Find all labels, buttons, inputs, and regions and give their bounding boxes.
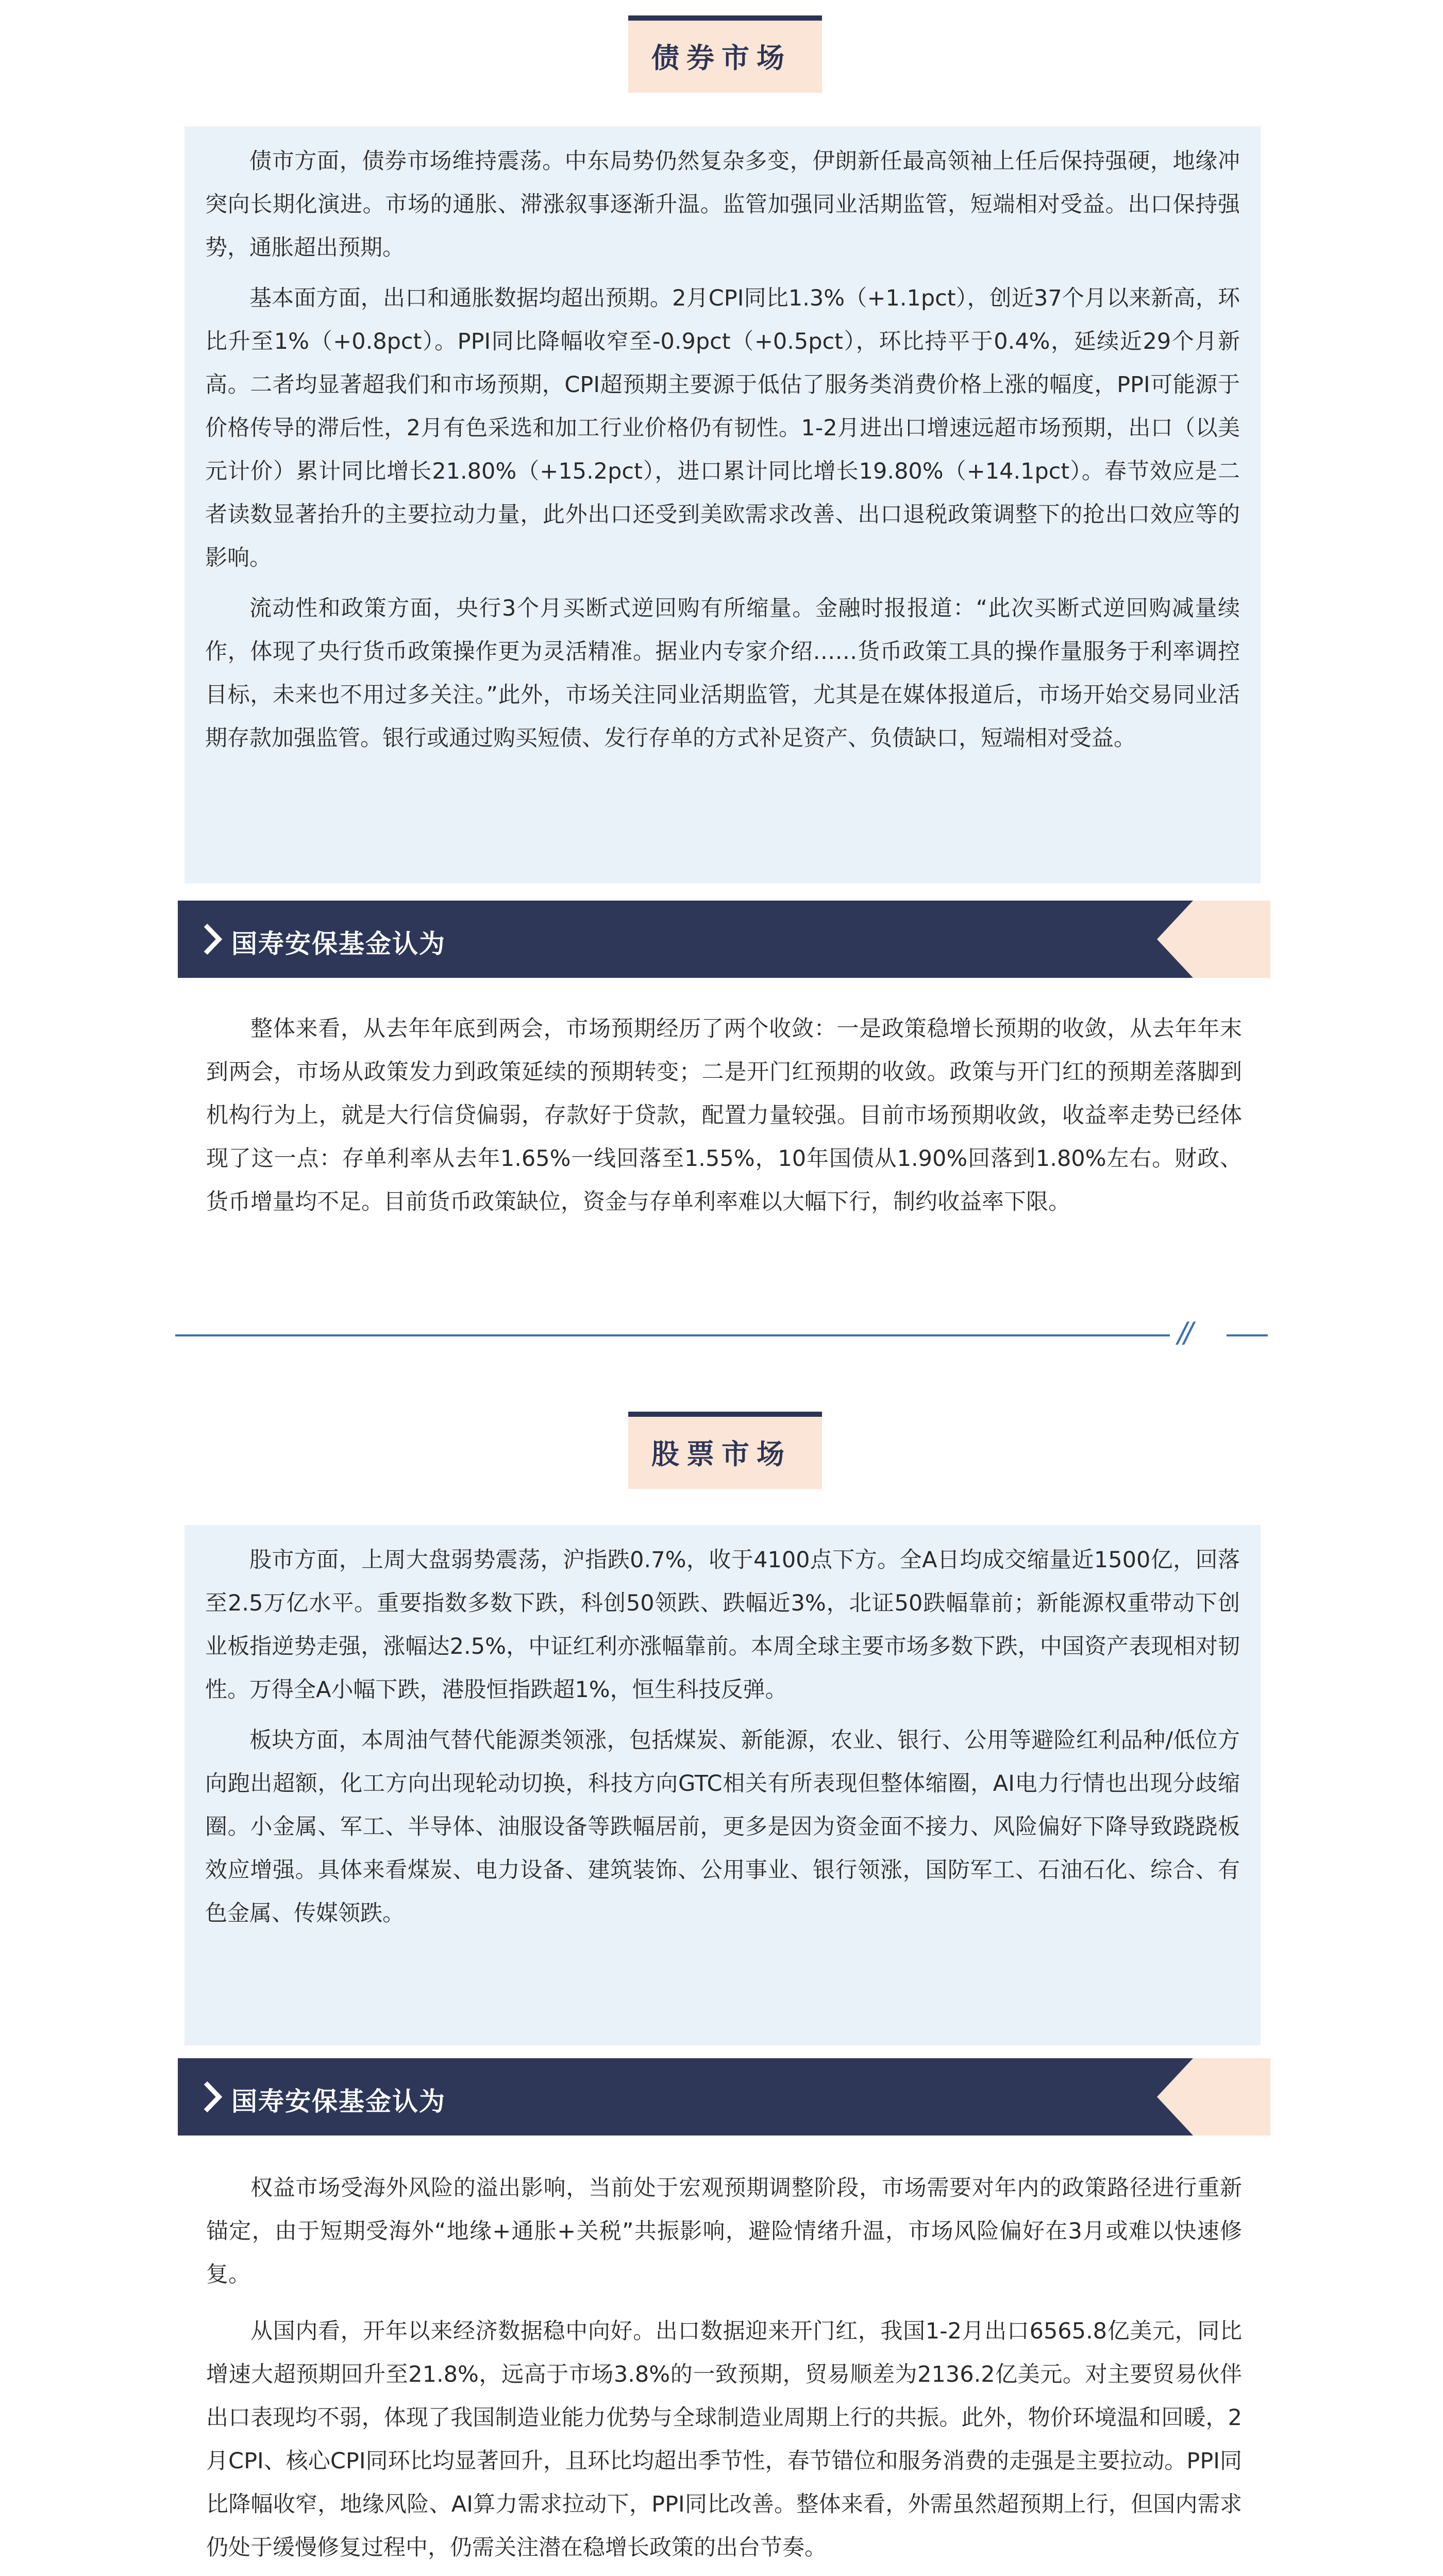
bond-section-title: 债券市场 bbox=[651, 42, 792, 74]
bond-view-title: 国寿安保基金认为 bbox=[231, 929, 446, 959]
bond-paragraph-3: 流动性和政策方面，央行3个月买断式逆回购有所缩量。金融时报报道：“此次买断式逆回购减量续作，体现了央行货币政策操作更为灵活精准。据业内专家介绍……货币政策工具的操作量服务于利率调控目标，未来也不用过多关注。”此外，市场关注同业活期监管，尤其是在媒体报道后，市场开始交易同业活期存款加强监管。银行或通过购买短债、发行存单的方式补足资产、负债缺口，短端相对受益。 bbox=[205, 596, 1240, 751]
header-bar-decoration bbox=[1152, 901, 1270, 978]
stock-view-title: 国寿安保基金认为 bbox=[231, 2087, 446, 2116]
bond-paragraph-2: 基本面方面，出口和通胀数据均超出预期。2月CPI同比1.3%（+1.1pct），创近37个月以来新高，环比升至1%（+0.8pct）。PPI同比降幅收窄至-0.9pct（+0.5pct），环比持平于0.4%，延续近29个月新高。二者均显著超我们和市场预期，CPI超预期主要源于低估了服务类消费价格上涨的幅度，PPI可能源于价格传导的滞后性，2月有色采选和加工行业价格仍有韧性。1-2月进出口增速远超市场预期，出口（以美元计价）累计同比增长21.80%（+15.2pct），进口累计同比增长19.80%（+14.1pct）。春节效应是二者读数显著抬升的主要拉动力量，此外出口还受到美欧需求改善、出口退税政策调整下的抢出口效应等的影响。 bbox=[205, 285, 1240, 571]
stock-view-body bbox=[206, 2166, 1242, 2576]
section-divider-line bbox=[175, 1334, 1170, 1336]
stock-section-title-tag bbox=[621, 1412, 822, 1489]
stock-view-header-bar bbox=[178, 2058, 1270, 2136]
stock-paragraph-1: 股市方面，上周大盘弱势震荡，沪指跌0.7%，收于4100点下方。全A日均成交缩量近1500亿，回落至2.5万亿水平。重要指数多数下跌，科创50领跌、跌幅近3%，北证50跌幅靠前；新能源权重带动下创业板指逆势走强，涨幅达2.5%，中证红利亦涨幅靠前。本周全球主要市场多数下跌，中国资产表现相对韧性。万得全A小幅下跌，港股恒指跌超1%，恒生科技反弹。 bbox=[205, 1547, 1240, 1703]
section-divider-line-end bbox=[1227, 1334, 1268, 1336]
chevron-right-icon bbox=[193, 2078, 231, 2116]
stock-view-paragraph-2: 从国内看，开年以来经济数据稳中向好。出口数据迎来开门红，我国1-2月出口6565.8亿美元，同比增速大超预期回升至21.8%，远高于市场3.8%的一致预期，贸易顺差为2136.2亿美元。对主要贸易伙伴出口表现均不弱，体现了我国制造业能力优势与全球制造业周期上行的共振。此外，物价环境温和回暖，2月CPI、核心CPI同环比均显著回升，且环比均超出季节性，春节错位和服务消费的走强是主要拉动。PPI同比降幅收窄，地缘风险、AI算力需求拉动下，PPI同比改善。整体来看，外需虽然超预期上行，但国内需求仍处于缓慢修复过程中，仍需关注潜在稳增长政策的出台节奏。 bbox=[206, 2318, 1242, 2561]
bond-view-paragraph-1: 整体来看，从去年年底到两会，市场预期经历了两个收敛：一是政策稳增长预期的收敛，从去年年末到两会，市场从政策发力到政策延续的预期转变；二是开门红预期的收敛。政策与开门红的预期差落脚到机构行为上，就是大行信贷偏弱，存款好于贷款，配置力量较强。目前市场预期收敛，收益率走势已经体现了这一点：存单利率从去年1.65%一线回落至1.55%，10年国债从1.90%回落到1.80%左右。财政、货币增量均不足。目前货币政策缺位，资金与存单利率难以大幅下行，制约收益率下限。 bbox=[206, 1016, 1242, 1215]
bond-view-header-bar bbox=[178, 901, 1270, 978]
stock-section-title: 股票市场 bbox=[651, 1438, 792, 1470]
bond-view-body bbox=[206, 1007, 1242, 1224]
stock-paragraph-2: 板块方面，本周油气替代能源类领涨，包括煤炭、新能源，农业、银行、公用等避险红利品种/低位方向跑出超额，化工方向出现轮动切换，科技方向GTC相关有所表现但整体缩圈，AI电力行情也出现分歧缩圈。小金属、军工、半导体、油服设备等跌幅居前，更多是因为资金面不接力、风险偏好下降导致跷跷板效应增强。具体来看煤炭、电力设备、建筑装饰、公用事业、银行领涨，国防军工、石油石化、综合、有色金属、传媒领跌。 bbox=[205, 1727, 1240, 1926]
bond-paragraph-1: 债市方面，债券市场维持震荡。中东局势仍然复杂多变，伊朗新任最高领袖上任后保持强硬，地缘冲突向长期化演进。市场的通胀、滞涨叙事逐渐升温。监管加强同业活期监管，短端相对受益。出口保持强势，通胀超出预期。 bbox=[205, 148, 1240, 261]
section-divider-mark: // bbox=[1178, 1316, 1190, 1349]
bond-section-title-tag bbox=[621, 15, 822, 93]
header-bar-decoration bbox=[1152, 2058, 1270, 2136]
bond-summary-panel bbox=[184, 126, 1261, 884]
stock-summary-panel bbox=[184, 1525, 1261, 2045]
chevron-right-icon bbox=[193, 920, 231, 958]
stock-view-paragraph-1: 权益市场受海外风险的溢出影响，当前处于宏观预期调整阶段，市场需要对年内的政策路径进行重新锚定，由于短期受海外“地缘+通胀+关税”共振影响，避险情绪升温，市场风险偏好在3月或难以快速修复。 bbox=[206, 2175, 1242, 2287]
